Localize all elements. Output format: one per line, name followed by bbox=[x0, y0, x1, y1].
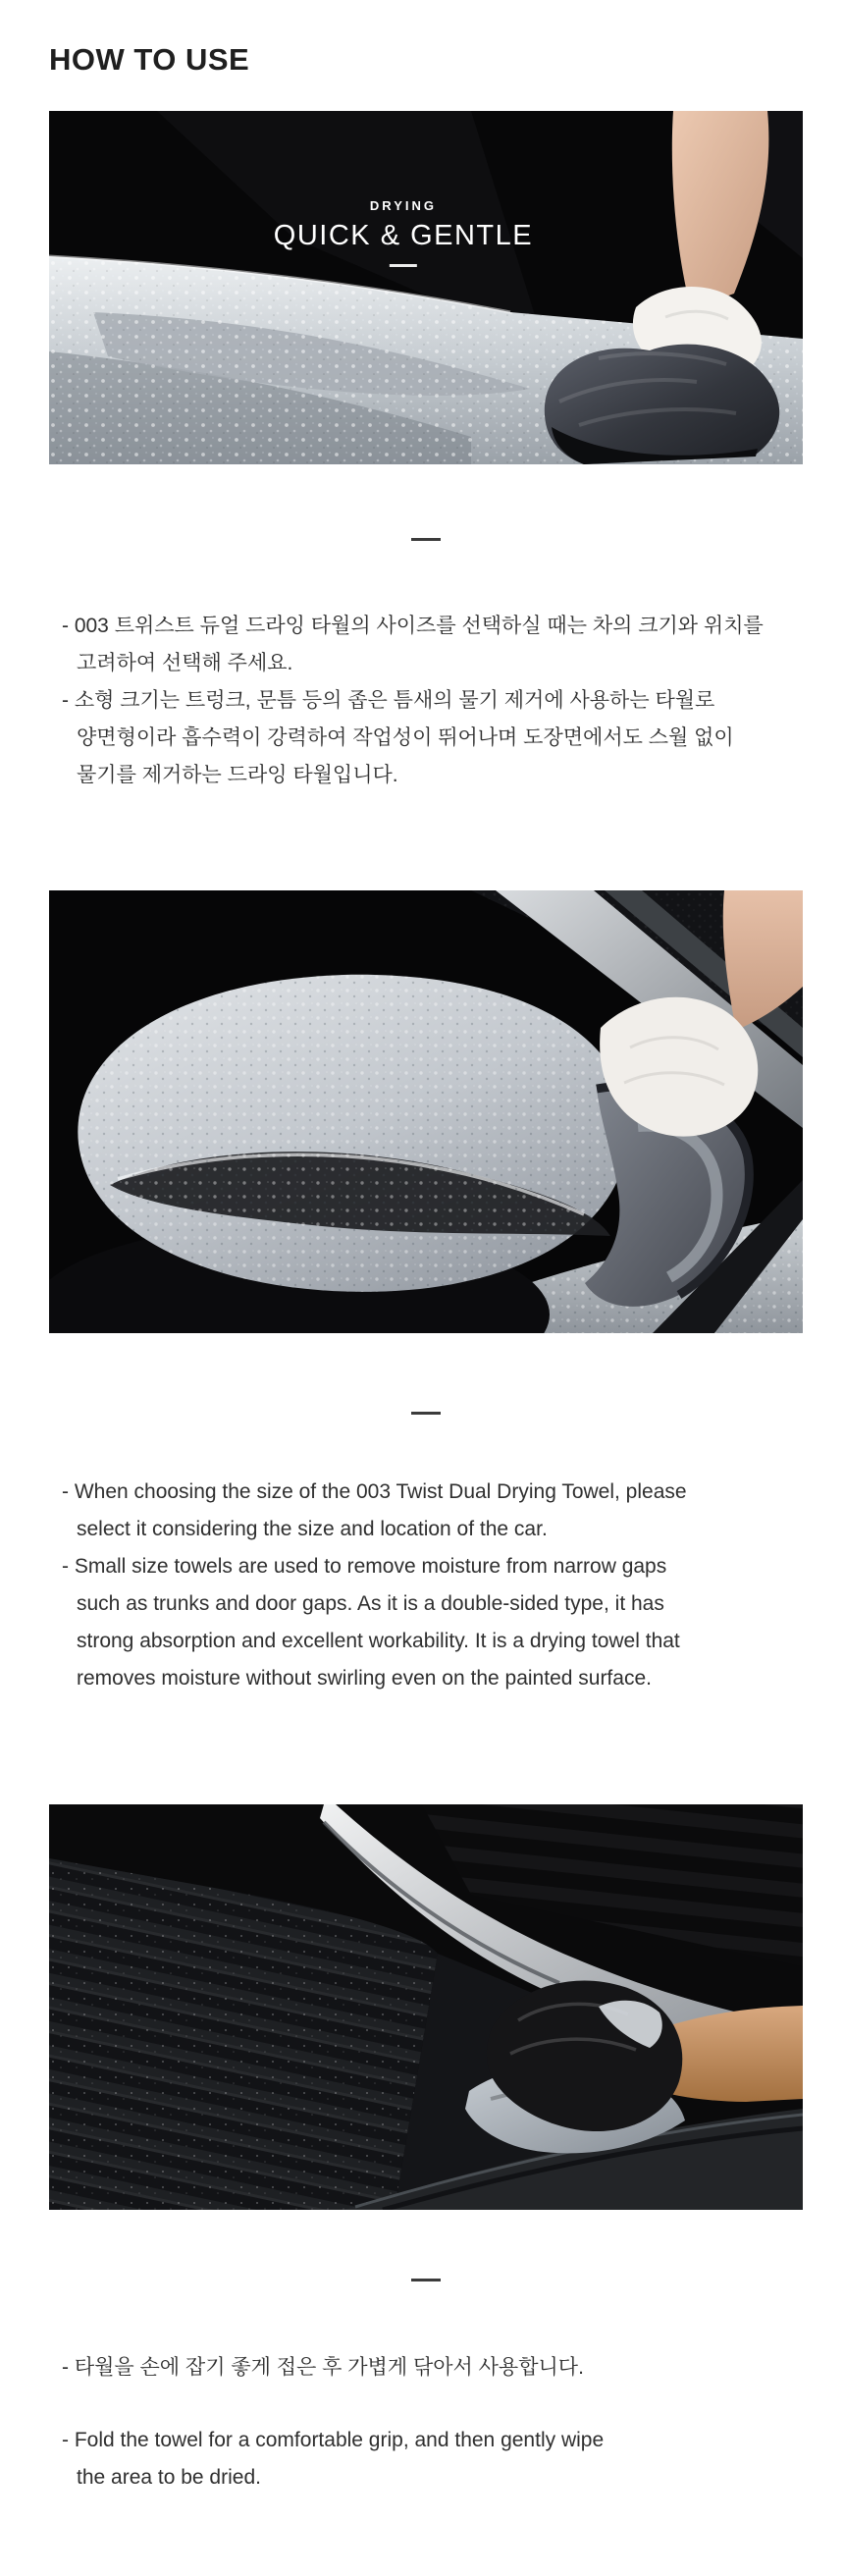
text-line: removes moisture without swirling even on the painted surface. bbox=[77, 1667, 652, 1690]
section-divider bbox=[411, 538, 441, 541]
text-line: - Fold the towel for a comfortable grip, and then gently wipe bbox=[62, 2429, 605, 2451]
text-line: select it considering the size and location of the car. bbox=[77, 1518, 548, 1540]
text-line: such as trunks and door gaps. As it is a double-sided type, it has bbox=[77, 1592, 664, 1615]
text-line: - 003 트위스트 듀얼 드라잉 타월의 사이즈를 선택하실 때는 차의 크기와 위치를 bbox=[62, 615, 764, 637]
text-line: - 타월을 손에 잡기 좋게 접은 후 가볍게 닦아서 사용합니다. bbox=[62, 2356, 584, 2379]
text-line: 양면형이라 흡수력이 강력하여 작업성이 뛰어나며 도장면에서도 스월 없이 bbox=[77, 726, 734, 749]
text-line: strong absorption and excellent workability. It is a drying towel that bbox=[77, 1630, 680, 1652]
text-line: - When choosing the size of the 003 Twist Dual Drying Towel, please bbox=[62, 1480, 687, 1503]
text-line: 물기를 제거하는 드라잉 타월입니다. bbox=[77, 764, 398, 786]
english-usage-text bbox=[49, 1474, 824, 1697]
photo-drying-hood bbox=[49, 111, 803, 464]
mirror-droplets bbox=[78, 975, 628, 1292]
photo-trunk-wipe bbox=[49, 1804, 803, 2210]
korean-usage-text bbox=[49, 608, 824, 794]
hero-title-label: QUICK & GENTLE bbox=[273, 220, 534, 251]
page-title: HOW TO USE bbox=[49, 42, 250, 77]
text-line: - 소형 크기는 트렁크, 문틈 등의 좁은 틈새의 물기 제거에 사용하는 타월로 bbox=[62, 689, 715, 712]
text-line: 고려하여 선택해 주세요. bbox=[77, 652, 293, 674]
text-line: - Small size towels are used to remove moisture from narrow gaps bbox=[62, 1555, 667, 1578]
hero-overlay bbox=[274, 199, 533, 267]
photo-side-mirror bbox=[49, 890, 803, 1333]
photo-drying-hood-illustration bbox=[49, 111, 803, 464]
hero-underline bbox=[390, 264, 417, 267]
photo-side-mirror-illustration bbox=[49, 890, 803, 1333]
english-fold-text bbox=[49, 2422, 824, 2496]
section-divider bbox=[411, 2279, 441, 2281]
korean-fold-text bbox=[49, 2349, 824, 2387]
photo-trunk-wipe-illustration bbox=[49, 1804, 803, 2210]
section-divider bbox=[411, 1412, 441, 1415]
hero-kicker-label: DRYING bbox=[369, 198, 437, 213]
text-line: the area to be dried. bbox=[77, 2466, 261, 2489]
